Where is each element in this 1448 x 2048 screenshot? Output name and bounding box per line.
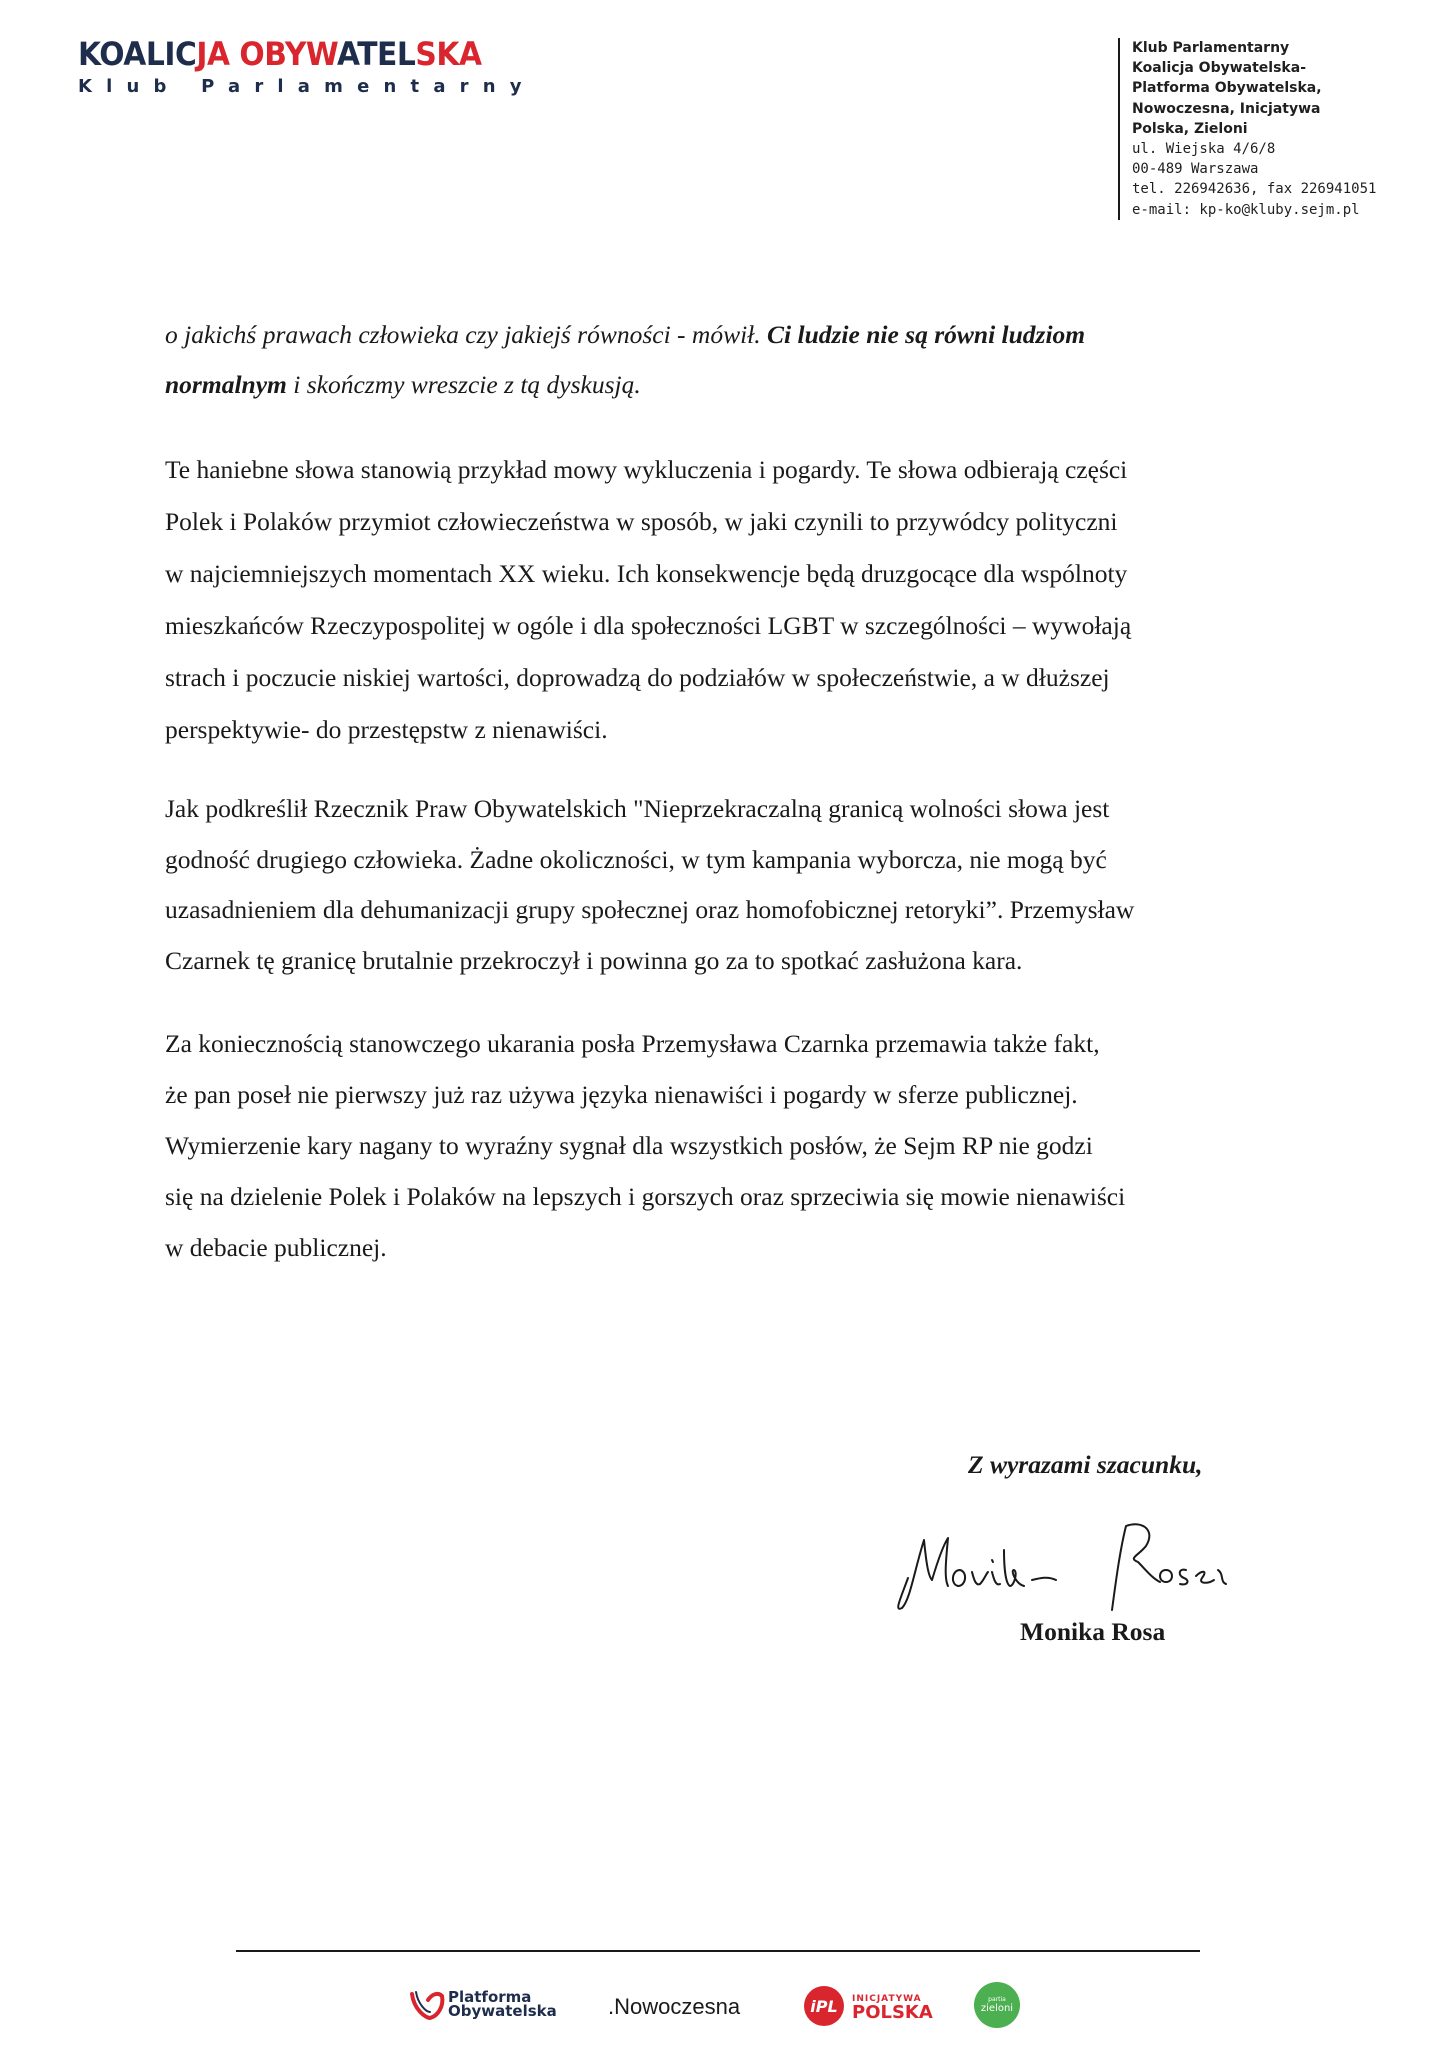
quote-paragraph xyxy=(165,310,1285,410)
paragraph-line: Jak podkreślił Rzecznik Praw Obywatelskich "Nieprzekraczalną granicą wolności słowa jest xyxy=(165,794,1110,823)
po-heart-icon xyxy=(408,1986,448,2022)
text-span: o jakichś prawach człowieka czy jakiejś równości - mówił. xyxy=(165,320,768,349)
po-text-line: Obywatelska xyxy=(448,2002,557,2020)
ipl-small-text: INICJATYWA xyxy=(852,1994,922,2004)
body-paragraph xyxy=(165,444,1285,756)
address-line: Polska, Zieloni xyxy=(1132,120,1248,137)
paragraph-line: strach i poczucie niskiej wartości, doprowadzą do podziałów w społeczeństwie, a w dłuższej xyxy=(165,663,1110,692)
address-line: Platforma Obywatelska, xyxy=(1132,80,1322,97)
handwritten-signature xyxy=(880,1500,1240,1620)
paragraph-line: Czarnek tę granicę brutalnie przekroczył i powinna go za to spotkać zasłużona kara. xyxy=(165,945,1023,975)
paragraph-line: w najciemniejszych momentach XX wieku. Ich konsekwencje będą druzgocące dla wspólnoty xyxy=(165,559,1128,588)
address-line: e-mail: kp-ko@kluby.sejm.pl xyxy=(1132,201,1360,218)
address-line: Klub Parlamentarny xyxy=(1132,40,1290,56)
nowoczesna-logo xyxy=(608,1994,740,2020)
zieloni-small-text: partia xyxy=(988,1996,1006,2003)
logo-part: JA OBYW xyxy=(196,35,337,73)
zieloni-text: zieloni xyxy=(980,2003,1014,2014)
logo-part: KOALIC xyxy=(78,35,197,73)
paragraph-line: że pan poseł nie pierwszy już raz używa języka nienawiści i pogardy w sferze publicznej. xyxy=(165,1080,1078,1109)
address-line: ul. Wiejska 4/6/8 xyxy=(1132,141,1276,158)
paragraph-line: perspektywie- do przestępstw z nienawiści. xyxy=(165,715,608,744)
platforma-obywatelska-logo xyxy=(408,1986,557,2022)
address-line: Koalicja Obywatelska- xyxy=(1132,60,1307,77)
logo-wordmark xyxy=(78,36,504,72)
paragraph-line: uzasadnieniem dla dehumanizacji grupy społecznej oraz homofobicznej retoryki”. Przemysław xyxy=(165,895,1135,924)
paragraph-line xyxy=(165,310,1285,360)
ipl-mark-icon: iPL xyxy=(804,1986,844,2026)
paragraph-line: się na dzielenie Polek i Polaków na lepszych i gorszych oraz sprzeciwia się mowie nienawiści xyxy=(165,1182,1126,1211)
paragraph-line: w debacie publicznej. xyxy=(165,1233,387,1262)
nowoczesna-wordmark: .Nowoczesna xyxy=(608,1994,741,2019)
club-address xyxy=(1118,38,1432,220)
signer-name: Monika Rosa xyxy=(1020,1617,1166,1646)
paragraph-line: Polek i Polaków przymiot człowieczeństwa w sposób, w jaki czynili to przywódcy polityczni xyxy=(165,507,1118,536)
closing-salutation: Z wyrazami szacunku, xyxy=(968,1450,1203,1479)
zieloni-logo xyxy=(974,1982,1020,2028)
address-line: 00-489 Warszawa xyxy=(1132,161,1259,178)
logo-part: SKA xyxy=(415,35,482,73)
text-span: i skończmy wreszcie z tą dyskusją. xyxy=(286,370,641,399)
paragraph-line: mieszkańców Rzeczypospolitej w ogóle i dla społeczności LGBT w szczególności – wywołają xyxy=(165,611,1132,640)
address-line: Nowoczesna, Inicjatywa xyxy=(1132,100,1321,117)
paragraph-line: Te haniebne słowa stanowią przykład mowy wykluczenia i pogardy. Te słowa odbierają części xyxy=(165,455,1128,484)
address-line: tel. 226942636, fax 226941051 xyxy=(1132,181,1377,198)
paragraph-line: Wymierzenie kary nagany to wyraźny sygnał dla wszystkich posłów, że Sejm RP nie godzi xyxy=(165,1131,1093,1160)
paragraph-line xyxy=(165,360,1285,410)
party-logo xyxy=(78,36,536,97)
inicjatywa-polska-logo xyxy=(804,1986,933,2026)
coalition-logos xyxy=(0,1980,1448,2040)
body-paragraph xyxy=(165,784,1285,986)
logo-part: ATEL xyxy=(336,35,416,73)
paragraph-line: Za koniecznością stanowczego ukarania posła Przemysława Czarnka przemawia także fakt, xyxy=(165,1029,1100,1058)
zieloni-circle-icon xyxy=(974,1982,1020,2028)
paragraph-line: godność drugiego człowieka. Żadne okoliczności, w tym kampania wyborcza, nie mogą być xyxy=(165,844,1107,874)
logo-subtitle: Klub Parlamentarny xyxy=(78,76,536,97)
footer-divider xyxy=(236,1950,1200,1952)
ipl-big-text: POLSKA xyxy=(852,2002,933,2023)
bold-quote: normalnym xyxy=(165,370,287,399)
body-paragraph xyxy=(165,1018,1287,1273)
po-text-line: Platforma xyxy=(448,1988,532,2006)
bold-quote: Ci ludzie nie są równi ludziom xyxy=(767,320,1086,349)
